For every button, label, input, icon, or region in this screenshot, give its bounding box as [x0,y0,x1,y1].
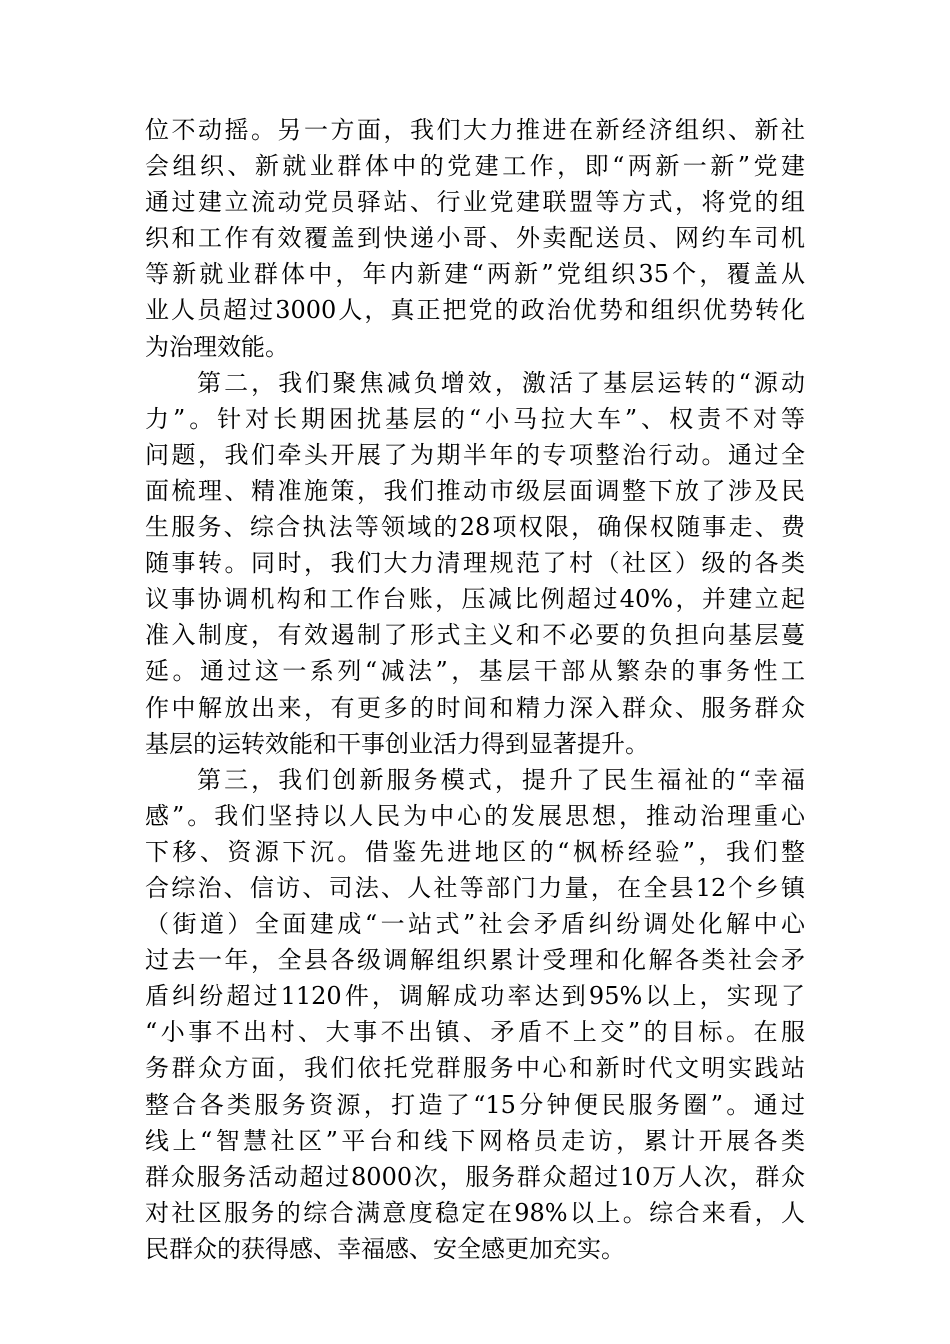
text-line: 力”。针对长期困扰基层的“小马拉大车”、权责不对等 [145,404,805,433]
text-line: 面梳理、精准施策，我们推动市级层面调整下放了涉及民 [145,476,805,505]
text-line: 整合各类服务资源，打造了“15分钟便民服务圈”。通过 [145,1090,805,1119]
text-line: 第三，我们创新服务模式，提升了民生福祉的“幸福 [197,765,805,794]
text-line: 等新就业群体中，年内新建“两新”党组织35个，覆盖从 [145,260,805,289]
text-line: 通过建立流动党员驿站、行业党建联盟等方式，将党的组 [145,188,805,217]
text-line: 作中解放出来，有更多的时间和精力深入群众、服务群众 [145,693,805,722]
text-line: 合综治、信访、司法、人社等部门力量，在全县12个乡镇 [145,873,805,902]
text-line: 群众服务活动超过8000次，服务群众超过10万人次，群众 [145,1162,805,1191]
text-line: 务群众方面，我们依托党群服务中心和新时代文明实践站 [145,1054,805,1083]
text-line: 过去一年，全县各级调解组织累计受理和化解各类社会矛 [145,946,805,975]
text-line: 线上“智慧社区”平台和线下网格员走访，累计开展各类 [145,1126,805,1155]
text-line: 下移、资源下沉。借鉴先进地区的“枫桥经验”，我们整 [145,837,805,866]
text-line: 随事转。同时，我们大力清理规范了村（社区）级的各类 [145,549,805,578]
text-line: 业人员超过3000人，真正把党的政治优势和组织优势转化 [145,296,805,325]
text-line: 民群众的获得感、幸福感、安全感更加充实。 [145,1234,625,1263]
text-line: 基层的运转效能和干事创业活力得到显著提升。 [145,729,649,758]
text-line: 议事协调机构和工作台账，压减比例超过40%，并建立起 [145,585,805,614]
text-line: 为治理效能。 [145,332,289,361]
text-line: 会组织、新就业群体中的党建工作，即“两新一新”党建 [145,152,805,181]
text-line: 准入制度，有效遏制了形式主义和不必要的负担向基层蔓 [145,621,805,650]
text-line: 盾纠纷超过1120件，调解成功率达到95%以上，实现了 [145,982,805,1011]
text-line: 生服务、综合执法等领域的28项权限，确保权随事走、费 [145,513,805,542]
text-line: 感”。我们坚持以人民为中心的发展思想，推动治理重心 [145,801,805,830]
text-line: （街道）全面建成“一站式”社会矛盾纠纷调处化解中心 [145,910,805,939]
text-line: 问题，我们牵头开展了为期半年的专项整治行动。通过全 [145,440,805,469]
paragraph [145,112,805,365]
text-line: “小事不出村、大事不出镇、矛盾不上交”的目标。在服 [145,1018,805,1047]
document-body [145,112,805,1267]
text-line: 第二，我们聚焦减负增效，激活了基层运转的“源动 [197,368,805,397]
text-line: 织和工作有效覆盖到快递小哥、外卖配送员、网约车司机 [145,224,805,253]
text-line: 位不动摇。另一方面，我们大力推进在新经济组织、新社 [145,116,805,144]
text-line: 延。通过这一系列“减法”，基层干部从繁杂的事务性工 [145,657,805,686]
paragraph [145,365,805,762]
paragraph [145,762,805,1267]
text-line: 对社区服务的综合满意度稳定在98%以上。综合来看，人 [145,1198,805,1227]
